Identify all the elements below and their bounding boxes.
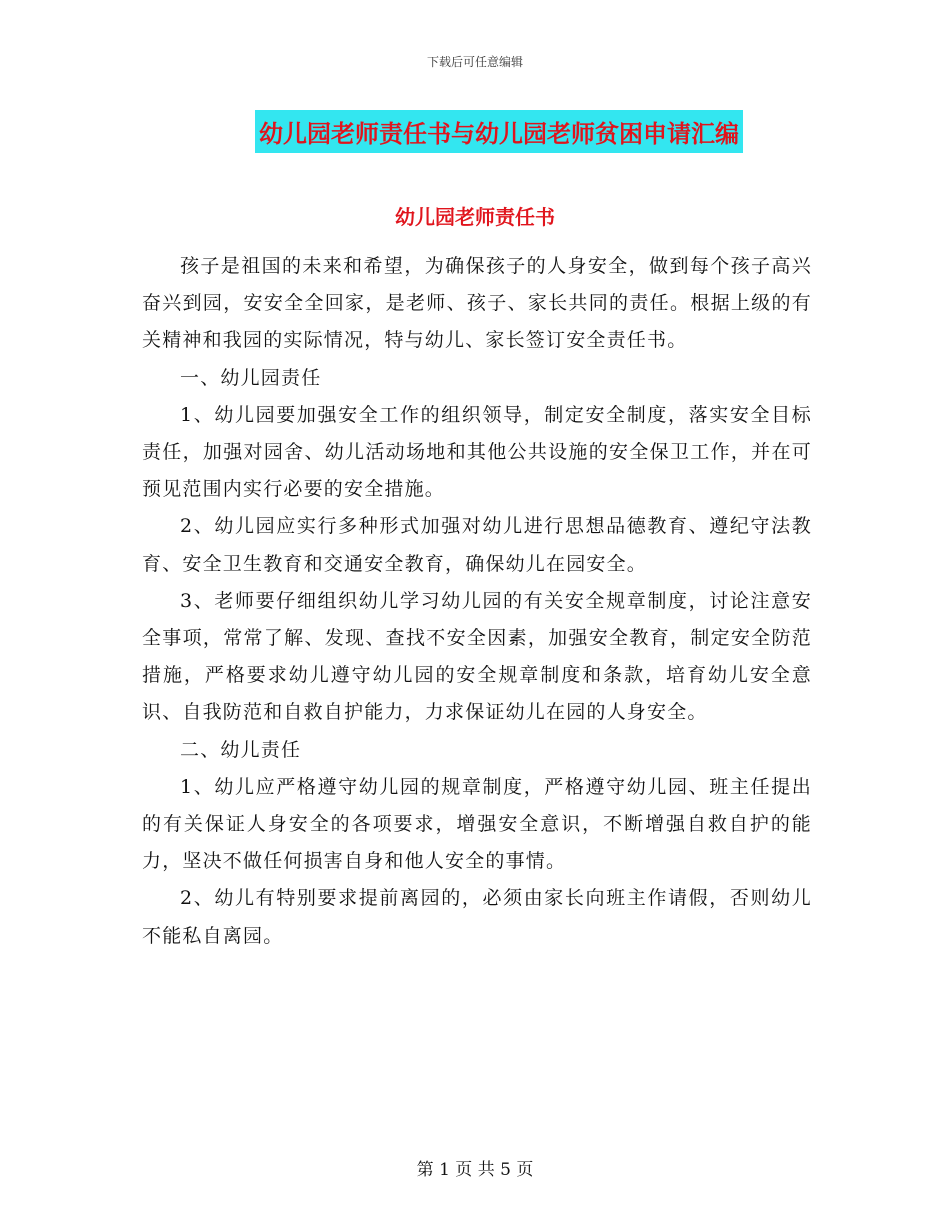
main-title: 幼儿园老师责任书与幼儿园老师贫困申请汇编: [255, 110, 743, 153]
header-note: 下载后可任意编辑: [426, 55, 523, 69]
section-title: 幼儿园老师责任书: [395, 205, 555, 229]
paragraph: 3、老师要仔细组织幼儿学习幼儿园的有关安全规章制度，讨论注意安全事项，常常了解、发现、查找不安全因素，加强安全教育，制定安全防范措施，严格要求幼儿遵守幼儿园的安全规章制度和条款，培育幼儿安全意识、自我防范和自救自护能力，力求保证幼儿在园的人身安全。: [142, 589, 812, 724]
page-footer: 第 1 页 共 5 页: [416, 1160, 534, 1180]
document-body: [142, 248, 812, 955]
paragraph: 1、幼儿应严格遵守幼儿园的规章制度，严格遵守幼儿园、班主任提出的有关保证人身安全的各项要求，增强安全意识，不断增强自救自护的能力，坚决不做任何损害自身和他人安全的事情。: [142, 775, 812, 873]
paragraph: 2、幼儿有特别要求提前离园的，必须由家长向班主作请假，否则幼儿不能私自离园。: [142, 887, 812, 947]
paragraph: 1、幼儿园要加强安全工作的组织领导，制定安全制度，落实安全目标责任，加强对园舍、幼儿活动场地和其他公共设施的安全保卫工作，并在可预见范围内实行必要的安全措施。: [142, 403, 812, 501]
section-heading: 一、幼儿园责任: [180, 366, 322, 389]
paragraph: 2、幼儿园应实行多种形式加强对幼儿进行思想品德教育、遵纪守法教育、安全卫生教育和交通安全教育，确保幼儿在园安全。: [142, 515, 812, 575]
main-title-container: [0, 110, 950, 153]
paragraph: 孩子是祖国的未来和希望，为确保孩子的人身安全，做到每个孩子高兴奋兴到园，安安全全回家，是老师、孩子、家长共同的责任。根据上级的有关精神和我园的实际情况，特与幼儿、家长签订安全责任书。: [142, 255, 812, 352]
section-heading: 二、幼儿责任: [180, 738, 302, 761]
